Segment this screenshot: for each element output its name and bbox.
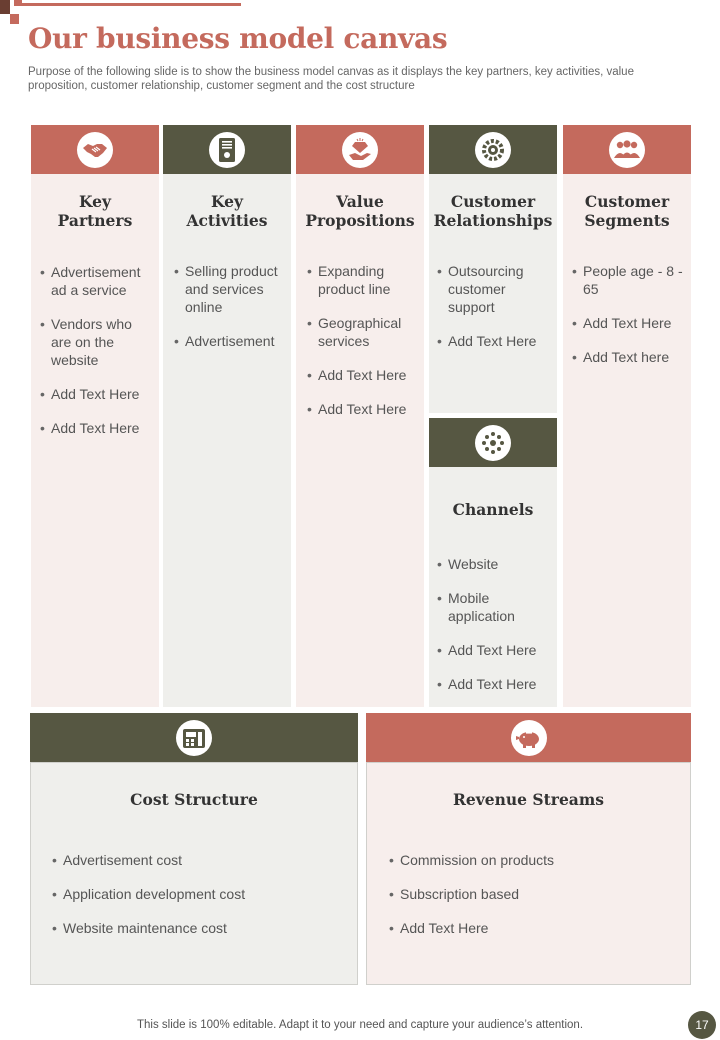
key-activities-header <box>163 125 291 174</box>
channels-title: Channels <box>452 500 534 519</box>
list-item: • Add Text Here <box>307 400 422 418</box>
value-propositions-header <box>296 125 424 174</box>
key-activities-column <box>163 125 291 707</box>
revenue-streams-header <box>366 713 691 762</box>
list-item: • Outsourcing customer support <box>437 262 555 316</box>
channels-list <box>437 555 555 709</box>
network-dots-icon <box>475 425 511 461</box>
list-item: • Add Text Here <box>40 419 155 437</box>
list-item: • Add Text Here <box>572 314 688 332</box>
handshake-icon <box>77 132 113 168</box>
list-item: • Geographical services <box>307 314 422 350</box>
customer-relationships-header <box>429 125 557 174</box>
list-item: • Subscription based <box>389 885 685 903</box>
list-item: • People age - 8 - 65 <box>572 262 688 298</box>
cost-structure-box <box>30 713 358 985</box>
diamond-hand-icon <box>342 132 378 168</box>
channels-header <box>429 418 557 467</box>
revenue-streams-list <box>389 851 685 953</box>
document-icon <box>209 132 245 168</box>
list-item: • Add Text Here <box>40 385 155 403</box>
list-item: • Add Text Here <box>437 675 555 693</box>
list-item: • Advertisement cost <box>52 851 352 869</box>
revenue-streams-body <box>366 762 691 985</box>
piggy-bank-icon <box>511 720 547 756</box>
calculator-icon <box>176 720 212 756</box>
list-item: • Add Text here <box>572 348 688 366</box>
page-subtitle: Purpose of the following slide is to show the business model canvas as it displays the key partners, key activities, value proposition, customer relationship, customer segment and the cost structure <box>28 66 634 92</box>
gear-network-icon <box>475 132 511 168</box>
key-activities-body <box>163 174 291 707</box>
customer-segments-header <box>563 125 691 174</box>
list-item: • Application development cost <box>52 885 352 903</box>
customer-segments-title: Customer Segments <box>584 192 670 230</box>
cost-structure-list <box>52 851 352 953</box>
value-propositions-column <box>296 125 424 707</box>
list-item: • Advertisement ad a service <box>40 263 155 299</box>
key-activities-list <box>174 262 289 366</box>
customer-segments-body <box>563 174 691 707</box>
key-partners-column <box>31 125 159 707</box>
people-icon <box>609 132 645 168</box>
list-item: • Advertisement <box>174 332 289 350</box>
list-item: • Add Text Here <box>437 641 555 659</box>
list-item: • Commission on products <box>389 851 685 869</box>
list-item: • Website maintenance cost <box>52 919 352 937</box>
list-item: • Add Text Here <box>437 332 555 350</box>
cost-structure-body <box>30 762 358 985</box>
cost-structure-header <box>30 713 358 762</box>
list-item: • Expanding product line <box>307 262 422 298</box>
key-partners-body <box>31 174 159 707</box>
customer-relationships-body <box>429 174 557 413</box>
key-partners-list <box>40 263 155 453</box>
cost-structure-title: Cost Structure <box>130 790 258 809</box>
revenue-streams-box <box>366 713 691 985</box>
key-partners-title: Key Partners <box>57 192 133 230</box>
footer-note: This slide is 100% editable. Adapt it to your need and capture your audience’s attention. <box>136 1019 584 1031</box>
revenue-streams-title: Revenue Streams <box>453 790 604 809</box>
list-item: • Add Text Here <box>389 919 685 937</box>
list-item: • Vendors who are on the website <box>40 315 155 369</box>
top-accent-line <box>22 3 241 6</box>
customer-segments-list <box>572 262 688 382</box>
customer-relationships-title: Customer Relationships <box>433 192 553 230</box>
channels-column <box>429 418 557 707</box>
corner-decoration-small <box>14 0 22 6</box>
value-propositions-title: Value Propositions <box>305 192 415 230</box>
list-item: • Add Text Here <box>307 366 422 384</box>
page-title: Our business model canvas <box>28 22 448 55</box>
customer-segments-column <box>563 125 691 707</box>
key-partners-header <box>31 125 159 174</box>
corner-decoration-accent <box>10 14 19 24</box>
page-number: 17 <box>688 1011 716 1039</box>
list-item: • Selling product and services online <box>174 262 289 316</box>
value-propositions-list <box>307 262 422 434</box>
list-item: • Website <box>437 555 555 573</box>
key-activities-title: Key Activities <box>186 192 268 230</box>
corner-decoration <box>0 0 10 14</box>
channels-body <box>429 467 557 707</box>
value-propositions-body <box>296 174 424 707</box>
list-item: • Mobile application <box>437 589 555 625</box>
customer-relationships-list <box>437 262 555 366</box>
customer-relationships-column <box>429 125 557 413</box>
